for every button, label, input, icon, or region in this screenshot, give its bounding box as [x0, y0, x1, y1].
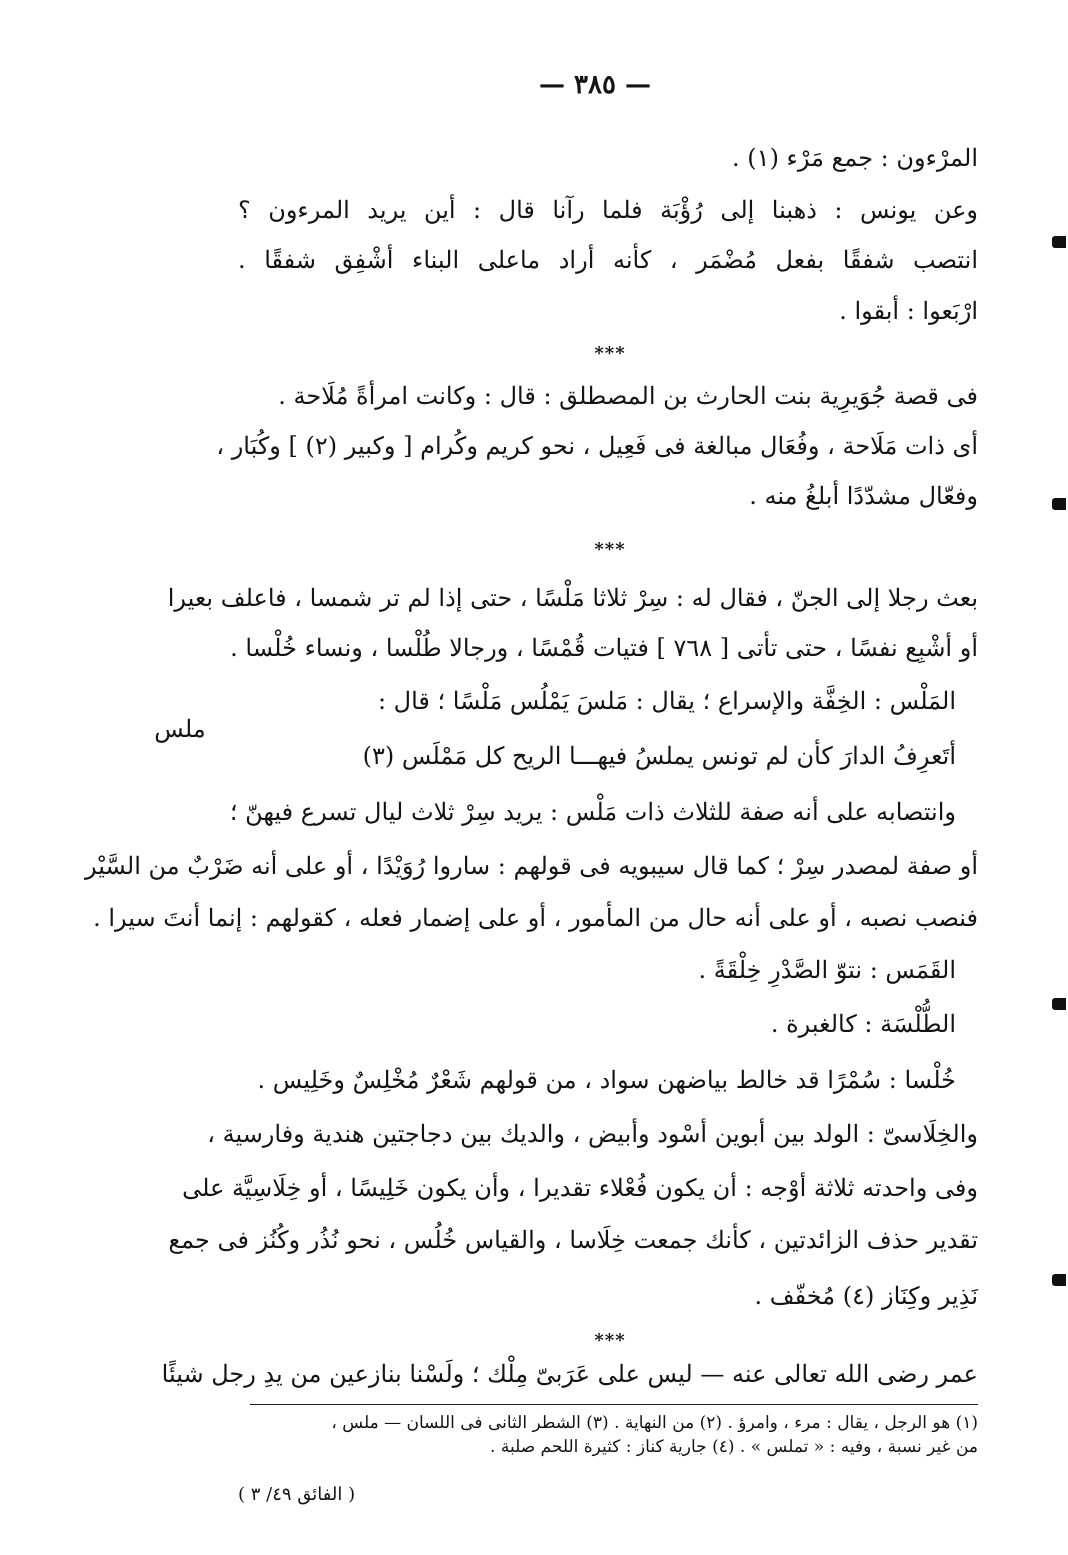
text-line: تقدير حذف الزائدتين ، كأنك جمعت خِلَاسا ، والقياس خُلُس ، نحو نُذُر وكُنُز فى جمع — [168, 1226, 978, 1254]
text-line: القَمَس : نتوّ الصَّدْرِ خِلْقَةً . — [698, 956, 956, 984]
margin-keyword: ملس — [154, 715, 206, 743]
section-separator: *** — [594, 343, 626, 364]
text-line: فى قصة جُوَيرِية بنت الحارث بن المصطلق : قال : وكانت امرأةً مُلَاحة . — [278, 382, 978, 410]
text-line: وعن يونس : ذهبنا إلى رُؤْبَة فلما رآنا قال : أين يريد المرءون ؟ — [238, 196, 978, 224]
page-edge-mark — [1052, 236, 1066, 248]
footnote-rule — [250, 1404, 978, 1405]
text-line: أى ذات مَلَاحة ، وفُعَال مبالغة فى فَعِيل ، نحو كريم وكُرام [ وكبير (٢) ] وكُبَار ، — [216, 432, 978, 460]
page-edge-mark — [1052, 1274, 1066, 1286]
footnote-line: من غير نسبة ، وفيه : « تملس » . (٤) جارية كناز : كثيرة اللحم صلبة . — [490, 1437, 978, 1457]
text-line: وفعّال مشدّدًا أبلغُ منه . — [749, 482, 978, 510]
text-line: المرْءون : جمع مَرْء (١) . — [732, 144, 978, 172]
verse-line: أتَعرِفُ الدارَ كأن لم تونس يملسُ فيهـــا الريح كل مَمْلَس (٣) — [362, 742, 956, 770]
section-separator: *** — [594, 539, 626, 560]
page-number: — ٣٨٥ — — [538, 70, 652, 100]
text-line: أو صفة لمصدر سِرْ ؛ كما قال سيبويه فى قولهم : ساروا رُوَيْدًا ، أو على أنه ضَرْبٌ من السَّيْر — [84, 852, 978, 880]
section-separator: *** — [594, 1330, 626, 1351]
text-line: فنصب نصبه ، أو على أنه حال من المأمور ، أو على إضمار فعله ، كقولهم : إنما أنتَ سيرا . — [93, 904, 978, 932]
text-line: خُلْسا : سُمْرًا قد خالط بياضهن سواد ، من قولهم شَعْرٌ مُخْلِسٌ وخَلِيس . — [257, 1066, 956, 1094]
text-line: والخِلَاسىّ : الولد بين أبوين أسْود وأبيض ، والديك بين دجاجتين هندية وفارسية ، — [207, 1120, 978, 1148]
text-line: نَذِير وكِنَاز (٤) مُخفّف . — [754, 1282, 978, 1310]
text-line: بعث رجلا إلى الجنّ ، فقال له : سِرْ ثلاثا مَلْسًا ، حتى إذا لم تر شمسا ، فاعلف بعيرا — [167, 584, 978, 612]
page-edge-mark — [1052, 498, 1066, 510]
text-line: عمر رضى الله تعالى عنه — ليس على عَرَبىّ مِلْك ؛ ولَسْنا بنازعين من يدِ رجل شيئًا — [161, 1360, 978, 1388]
text-line: الطُّلْسَة : كالغبرة . — [770, 1010, 956, 1038]
text-line: ارْبَعوا : أبقوا . — [839, 297, 978, 325]
text-line: وفى واحدته ثلاثة أوْجه : أن يكون فُعْلاء تقديرا ، وأن يكون خَلِيسًا ، أو خِلَاسِيَّة على — [182, 1174, 978, 1202]
text-line: المَلْس : الخِفَّة والإسراع ؛ يقال : مَلسَ يَمْلُس مَلْسًا ؛ قال : — [377, 687, 956, 715]
text-line: وانتصابه على أنه صفة للثلاث ذات مَلْس : يريد سِرْ ثلاث ليال تسرع فيهنّ ؛ — [229, 798, 956, 826]
text-line: أو أشْبِع نفسًا ، حتى تأتى [ ٧٦٨ ] فتيات قُمْسًا ، ورجالا طُلْسا ، ونساء خُلْسا . — [230, 634, 978, 662]
page-edge-mark — [1052, 998, 1066, 1010]
text-line: انتصب شفقًا بفعل مُضْمَر ، كأنه أراد ماعلى البناء أشْفِق شفقًا . — [238, 246, 978, 274]
footnote-line: (١) هو الرجل ، يقال : مرء ، وامرؤ . (٢) من النهاية . (٣) الشطر الثانى فى اللسان — ملس ، — [331, 1413, 978, 1433]
signature-mark: ( الفائق ٤٩/ ٣ ) — [238, 1484, 356, 1505]
